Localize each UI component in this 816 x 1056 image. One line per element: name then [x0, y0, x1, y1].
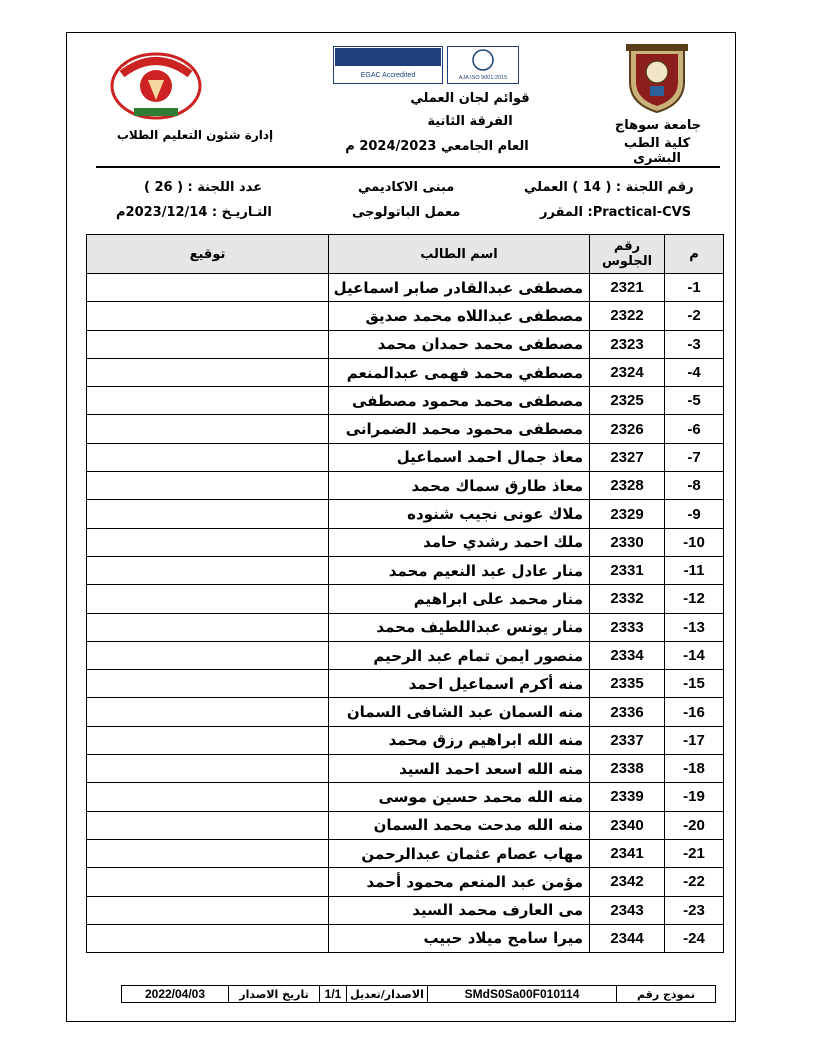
row-number: -15 — [665, 670, 724, 698]
student-name: مصطفى محمود محمد الضمرانى — [329, 415, 590, 443]
row-number: -10 — [665, 528, 724, 556]
table-row — [87, 415, 724, 443]
table-row — [87, 839, 724, 867]
table-row — [87, 783, 724, 811]
building-name: مبنى الاكاديمي — [358, 180, 455, 195]
row-number: -21 — [665, 839, 724, 867]
signature-cell — [87, 726, 329, 754]
seat-number: 2333 — [590, 613, 665, 641]
row-number: -11 — [665, 556, 724, 584]
student-name: منار محمد على ابراهيم — [329, 585, 590, 613]
signature-cell — [87, 472, 329, 500]
student-name: منه الله محمد حسين موسى — [329, 783, 590, 811]
seat-number: 2343 — [590, 896, 665, 924]
student-name: مصطفى عبدالقادر صابر اسماعيل — [329, 274, 590, 302]
signature-cell — [87, 528, 329, 556]
student-name: مصطفى محمد محمود مصطفى — [329, 387, 590, 415]
student-roster-table — [86, 234, 724, 953]
row-number: -18 — [665, 755, 724, 783]
signature-cell — [87, 839, 329, 867]
seat-number: 2327 — [590, 443, 665, 471]
signature-cell — [87, 811, 329, 839]
table-row — [87, 755, 724, 783]
signature-cell — [87, 302, 329, 330]
student-name: منه الله اسعد احمد السيد — [329, 755, 590, 783]
row-number: -7 — [665, 443, 724, 471]
col-header-number: م — [665, 235, 724, 274]
course-name: المقرر :Practical-CVS — [540, 205, 692, 220]
row-number: -8 — [665, 472, 724, 500]
student-name: ملاك عونى نجيب شنوده — [329, 500, 590, 528]
form-footer — [112, 985, 716, 1003]
student-name: منار يونس عبداللطيف محمد — [329, 613, 590, 641]
seat-number: 2329 — [590, 500, 665, 528]
signature-cell — [87, 924, 329, 952]
col-header-signature: توقيع — [87, 235, 329, 274]
seat-number: 2328 — [590, 472, 665, 500]
signature-cell — [87, 783, 329, 811]
table-row — [87, 358, 724, 386]
row-number: -13 — [665, 613, 724, 641]
table-row — [87, 924, 724, 952]
table-row — [87, 585, 724, 613]
student-name: مصطفى عبداللاه محمد صديق — [329, 302, 590, 330]
student-name: منه الله ابراهيم رزق محمد — [329, 726, 590, 754]
table-row — [87, 726, 724, 754]
table-row — [87, 641, 724, 669]
svg-text:AJA ISO 9001:2015: AJA ISO 9001:2015 — [458, 75, 508, 81]
row-number: -5 — [665, 387, 724, 415]
row-number: -24 — [665, 924, 724, 952]
table-row — [87, 868, 724, 896]
signature-cell — [87, 387, 329, 415]
revision-label: الاصدار/تعديل — [346, 985, 428, 1003]
student-affairs-logo — [104, 46, 208, 122]
seat-number: 2342 — [590, 868, 665, 896]
academic-year: العام الجامعي 2024/2023 م — [345, 139, 529, 154]
issue-date-label: تاريخ الاصدار — [228, 985, 320, 1003]
row-number: -20 — [665, 811, 724, 839]
table-row — [87, 330, 724, 358]
seat-number: 2337 — [590, 726, 665, 754]
student-name: منصور ايمن تمام عبد الرحيم — [329, 641, 590, 669]
signature-cell — [87, 896, 329, 924]
seat-number: 2344 — [590, 924, 665, 952]
faculty-crest-logo — [622, 42, 692, 114]
student-name: ميرا سامح ميلاد حبيب — [329, 924, 590, 952]
committee-count: عدد اللجنة : ( 26 ) — [144, 180, 263, 195]
academic-year-level: الفرقة الثانية — [427, 114, 513, 129]
seat-number: 2321 — [590, 274, 665, 302]
seat-number: 2324 — [590, 358, 665, 386]
signature-cell — [87, 274, 329, 302]
table-row — [87, 811, 724, 839]
row-number: -4 — [665, 358, 724, 386]
document-title: قوائم لجان العملي — [410, 91, 530, 106]
row-number: -12 — [665, 585, 724, 613]
signature-cell — [87, 613, 329, 641]
svg-text:EGAC Accredited: EGAC Accredited — [360, 72, 416, 79]
seat-number: 2330 — [590, 528, 665, 556]
signature-cell — [87, 698, 329, 726]
student-name: منه السمان عبد الشافى السمان — [329, 698, 590, 726]
table-row — [87, 698, 724, 726]
signature-cell — [87, 443, 329, 471]
signature-cell — [87, 330, 329, 358]
col-header-student-name: اسم الطالب — [329, 235, 590, 274]
signature-cell — [87, 358, 329, 386]
university-name: جامعة سوهاج — [614, 118, 702, 133]
row-number: -16 — [665, 698, 724, 726]
student-name: مصطفى محمد حمدان محمد — [329, 330, 590, 358]
seat-number: 2338 — [590, 755, 665, 783]
row-number: -1 — [665, 274, 724, 302]
student-name: ملك احمد رشدي حامد — [329, 528, 590, 556]
aja-iso-certification-logo — [447, 46, 519, 84]
student-affairs-label: إدارة شئون التعليم الطلاب — [116, 128, 274, 142]
row-number: -9 — [665, 500, 724, 528]
lab-name: معمل الباتولوجى — [352, 205, 461, 220]
seat-number: 2331 — [590, 556, 665, 584]
student-name: منه الله مدحت محمد السمان — [329, 811, 590, 839]
seat-number: 2325 — [590, 387, 665, 415]
row-number: -22 — [665, 868, 724, 896]
row-number: -19 — [665, 783, 724, 811]
seat-number: 2334 — [590, 641, 665, 669]
table-row — [87, 443, 724, 471]
revision-value: 1/1 — [319, 985, 347, 1003]
table-row — [87, 274, 724, 302]
seat-number: 2322 — [590, 302, 665, 330]
signature-cell — [87, 556, 329, 584]
student-name: مهاب عصام عثمان عبدالرحمن — [329, 839, 590, 867]
seat-number: 2341 — [590, 839, 665, 867]
table-row — [87, 500, 724, 528]
signature-cell — [87, 670, 329, 698]
table-header-row — [87, 235, 724, 274]
egac-certification-logo — [333, 46, 443, 84]
table-row — [87, 302, 724, 330]
seat-number: 2326 — [590, 415, 665, 443]
student-name: مؤمن عبد المنعم محمود أحمد — [329, 868, 590, 896]
header-divider — [96, 166, 720, 168]
row-number: -2 — [665, 302, 724, 330]
table-row — [87, 670, 724, 698]
seat-number: 2335 — [590, 670, 665, 698]
exam-date: التـاريـخ : 2023/12/14م — [116, 205, 272, 220]
form-number-code: SMdS0Sa00F010114 — [427, 985, 617, 1003]
col-header-seat-number: رقم الجلوس — [590, 235, 665, 274]
row-number: -3 — [665, 330, 724, 358]
student-name: معاذ طارق سماك محمد — [329, 472, 590, 500]
table-row — [87, 556, 724, 584]
table-row — [87, 528, 724, 556]
student-name: منار عادل عبد النعيم محمد — [329, 556, 590, 584]
seat-number: 2340 — [590, 811, 665, 839]
faculty-name: كلية الطب البشرى — [623, 136, 691, 166]
table-row — [87, 387, 724, 415]
row-number: -14 — [665, 641, 724, 669]
student-name: معاذ جمال احمد اسماعيل — [329, 443, 590, 471]
seat-number: 2339 — [590, 783, 665, 811]
seat-number: 2323 — [590, 330, 665, 358]
seat-number: 2332 — [590, 585, 665, 613]
signature-cell — [87, 585, 329, 613]
signature-cell — [87, 755, 329, 783]
row-number: -17 — [665, 726, 724, 754]
table-row — [87, 613, 724, 641]
issue-date-value: 2022/04/03 — [121, 985, 229, 1003]
form-number-label: نموذج رقم — [616, 985, 716, 1003]
table-row — [87, 896, 724, 924]
student-name: مى العارف محمد السيد — [329, 896, 590, 924]
signature-cell — [87, 868, 329, 896]
signature-cell — [87, 415, 329, 443]
seat-number: 2336 — [590, 698, 665, 726]
student-name: مصطفي محمد فهمى عبدالمنعم — [329, 358, 590, 386]
row-number: -23 — [665, 896, 724, 924]
row-number: -6 — [665, 415, 724, 443]
signature-cell — [87, 500, 329, 528]
signature-cell — [87, 641, 329, 669]
committee-number: رقم اللجنة : ( 14 ) العملي — [524, 180, 694, 195]
table-row — [87, 472, 724, 500]
student-name: منه أكرم اسماعيل احمد — [329, 670, 590, 698]
